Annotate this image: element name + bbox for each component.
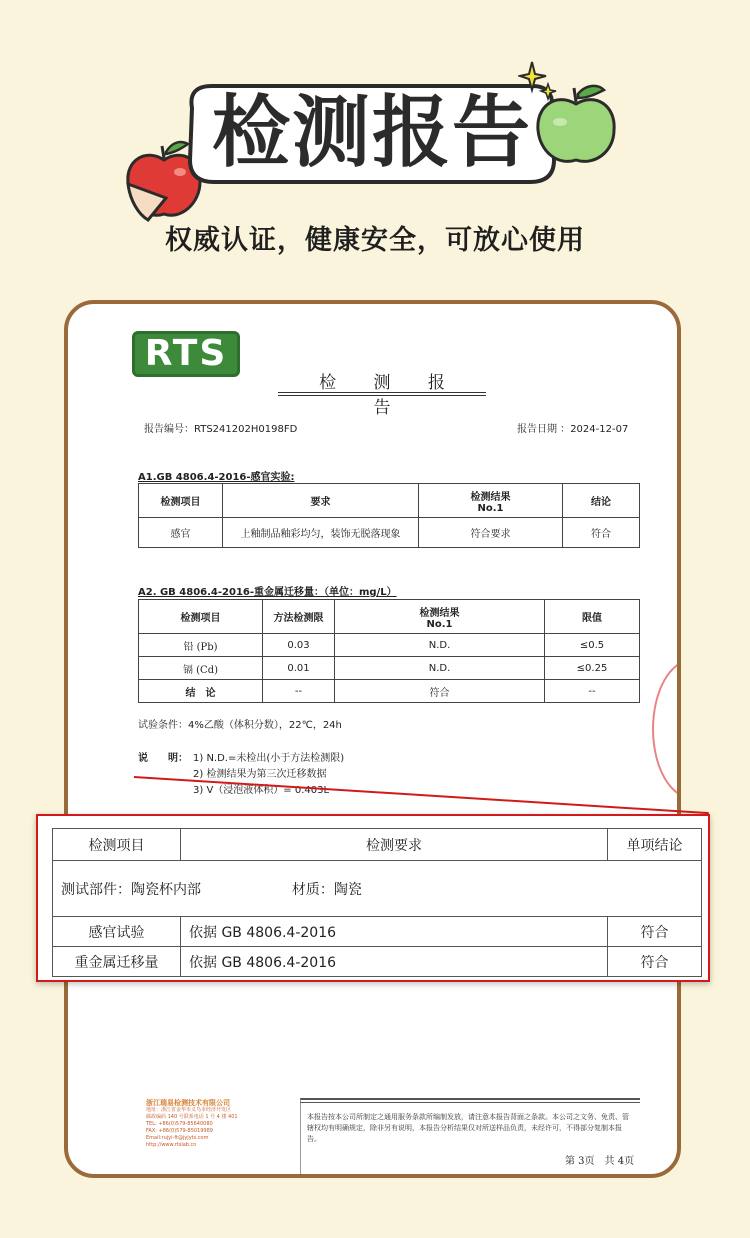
result-label: 检测结果 — [419, 607, 460, 619]
zoom-header-item: 检测项目 — [53, 829, 181, 861]
material-value: 陶瓷 — [333, 881, 362, 898]
report-number-value: RTS241202H0198FD — [194, 424, 298, 435]
result-label: 检测结果 — [470, 491, 511, 503]
company-line: 地址：浙江省金华市义乌市经济开发区 — [146, 1107, 232, 1113]
notes-label: 说 明： — [138, 753, 188, 764]
note-item: 2) 检测结果为第三次迁移数据 — [193, 769, 327, 780]
zoom-cell: 符合 — [608, 917, 702, 947]
heavy-metal-table — [138, 599, 640, 703]
test-conditions: 试验条件：4%乙酸（体积分数），22℃，24h — [138, 720, 342, 731]
part-value: 陶瓷杯内部 — [131, 881, 201, 898]
section-a2-title: A2. GB 4806.4-2016-重金属迁移量：（单位：mg/L） — [138, 587, 397, 598]
zoom-cell: 依据 GB 4806.4-2016 — [181, 947, 608, 977]
notes-list — [193, 751, 344, 799]
table-cell: ≤0.5 — [545, 634, 640, 657]
title-underline — [278, 392, 486, 393]
report-date-label: 报告日期 ： — [517, 424, 571, 435]
table-cell: N.D. — [335, 657, 545, 680]
company-line: http://www.rtslab.cn — [146, 1142, 197, 1148]
part-label: 测试部件： — [61, 881, 131, 898]
table-cell: 感官 — [139, 518, 223, 548]
green-apple-icon — [530, 78, 622, 170]
rts-logo — [132, 331, 240, 377]
result-no: No.1 — [477, 502, 504, 514]
report-card — [64, 300, 681, 1178]
official-stamp — [652, 659, 681, 799]
disclaimer-rule — [300, 1102, 640, 1103]
material-label: 材质： — [291, 881, 334, 898]
title-underline-2 — [278, 395, 486, 396]
zoom-callout — [36, 814, 710, 982]
table-cell: ≤0.25 — [545, 657, 640, 680]
company-line: FAX: +86(0)579-85019989 — [146, 1128, 213, 1134]
col-header-item: 检测项目 — [139, 600, 263, 634]
table-cell: 上釉制品釉彩均匀，装饰无脱落现象 — [223, 518, 419, 548]
table-cell: 铅 (Pb) — [139, 634, 263, 657]
col-header-conclusion: 结论 — [563, 484, 640, 518]
table-cell: 符合 — [563, 518, 640, 548]
report-date — [517, 420, 628, 435]
table-cell: -- — [545, 680, 640, 703]
col-header-method-limit: 方法检测限 — [263, 600, 335, 634]
company-info — [146, 1100, 238, 1149]
report-number-label: 报告编号： — [144, 424, 194, 435]
note-item: 3) V（浸泡液体积）= 0.403L — [193, 785, 330, 796]
col-header-result — [419, 484, 563, 518]
company-line: Email:rujyi-ft@jyjyts.com — [146, 1135, 209, 1141]
col-header-requirement: 要求 — [223, 484, 419, 518]
report-date-value: 2024-12-07 — [570, 424, 629, 435]
table-cell: 0.03 — [263, 634, 335, 657]
zoom-cell: 符合 — [608, 947, 702, 977]
table-cell: 符合 — [335, 680, 545, 703]
table-cell: 镉 (Cd) — [139, 657, 263, 680]
table-cell: 符合要求 — [419, 518, 563, 548]
zoom-cell: 依据 GB 4806.4-2016 — [181, 917, 608, 947]
zoom-header-requirement: 检测要求 — [181, 829, 608, 861]
zoom-cell: 重金属迁移量 — [53, 947, 181, 977]
logo-text: RTS — [144, 333, 228, 374]
table-cell: 结 论 — [139, 680, 263, 703]
zoom-cell: 感官试验 — [53, 917, 181, 947]
section-a1-title: A1.GB 4806.4-2016-感官实验: — [138, 472, 295, 483]
col-header-limit: 限值 — [545, 600, 640, 634]
company-line: TEL: +86(0)579-85640080 — [146, 1121, 213, 1127]
header-title-block — [182, 78, 562, 188]
zoom-part-row — [53, 861, 702, 917]
page-number: 第 3页 共 4页 — [565, 1156, 635, 1167]
header-subtitle: 权威认证，健康安全，可放心使用 — [165, 225, 585, 256]
company-line: 邮政编码 140 号联系电话 1 号 4 楼 401 — [146, 1114, 238, 1120]
document-title: 检 测 报 告 — [319, 373, 461, 418]
sensory-table — [138, 483, 640, 548]
zoom-table — [52, 828, 702, 977]
result-no: No.1 — [426, 618, 453, 630]
report-number — [144, 420, 297, 435]
disclaimer-text: 本报告按本公司所制定之通用服务条款所编制发放，请注意本报告背面之条款。本公司之文务、免责、管辖权均有明确规定，除非另有说明，本报告分析结果仅对所送样品负责，未经许可，不得部分复制本报告。 — [307, 1113, 629, 1143]
zoom-header-conclusion: 单项结论 — [608, 829, 702, 861]
table-cell: 0.01 — [263, 657, 335, 680]
table-cell: N.D. — [335, 634, 545, 657]
header-title: 检测报告 — [211, 88, 532, 178]
table-cell: -- — [263, 680, 335, 703]
col-header-result — [335, 600, 545, 634]
col-header-item: 检测项目 — [139, 484, 223, 518]
note-item: 1) N.D.=未检出(小于方法检测限) — [193, 753, 345, 764]
company-name: 浙江瑞易检测技术有限公司 — [146, 1099, 230, 1107]
